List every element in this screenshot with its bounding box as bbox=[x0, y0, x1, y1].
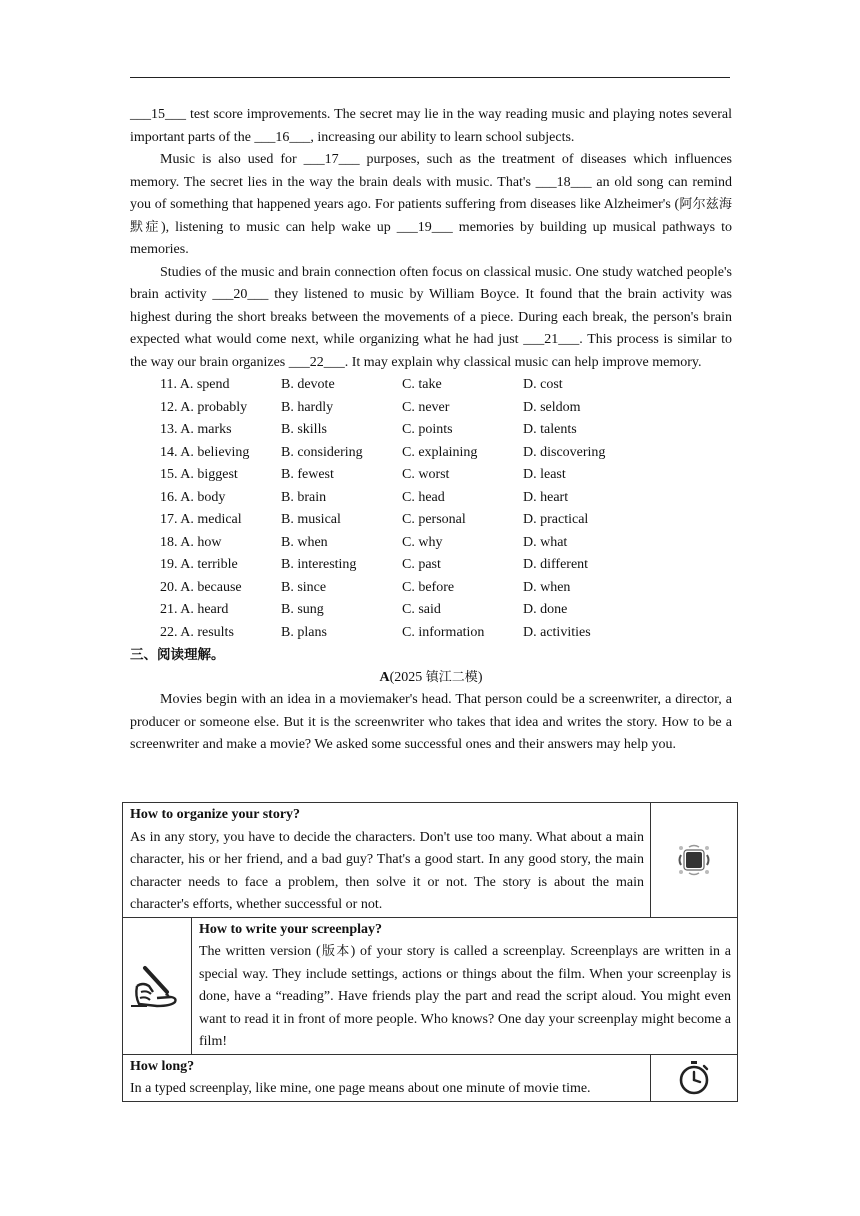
screenwriting-tips-table bbox=[122, 802, 738, 1102]
chinese-gloss: 阿尔兹海默症 bbox=[130, 197, 732, 235]
tip-heading: How long? bbox=[130, 1058, 195, 1074]
option-row: 13. A. marks B. skills C. points D. talents bbox=[160, 422, 577, 437]
film-frame-icon bbox=[651, 803, 738, 918]
tip-row-length bbox=[123, 1054, 738, 1101]
option-row: 11. A. spend B. devote C. take D. cost bbox=[160, 377, 563, 392]
paragraph-1: ___15___ test score improvements. The secret may lie in the way reading music and playing notes several important parts of the ___16___, increasing our ability to learn school subjects. bbox=[130, 107, 732, 145]
option-row: 16. A. body B. brain C. head D. heart bbox=[160, 489, 569, 505]
paragraph-3: Studies of the music and brain connection often focus on classical music. One study watched people's brain activity ___20___ they listened to music by William Boyce. It found that the brain activity was highest during the short breaks between the movements of a piece. During each break, the person's brain expected what would come next, while organizing what he had just ___21___. This process is similar to the way our brain organizes ___22___. It may explain why classical music can help improve memory. bbox=[130, 264, 732, 370]
options-list bbox=[160, 374, 732, 644]
hand-writing-icon bbox=[123, 917, 192, 1054]
page-content bbox=[130, 104, 732, 757]
tip-row-organize bbox=[123, 803, 738, 918]
option-row: 22. A. results B. plans C. information D. activities bbox=[160, 624, 591, 640]
option-row: 20. A. because B. since C. before D. when bbox=[160, 579, 571, 595]
stopwatch-icon bbox=[651, 1054, 738, 1101]
option-row: 19. A. terrible B. interesting C. past D. different bbox=[160, 557, 589, 572]
tip-heading: How to organize your story? bbox=[130, 807, 301, 822]
tip-text: As in any story, you have to decide the characters. Don't use too many. What about a main character, his or her friend, and a bad guy? That's a good start. In any good story, the main character needs to face a problem, then solve it or not. The story is about the main character's efforts, whether successful or not. bbox=[130, 829, 644, 912]
option-row: 17. A. medical B. musical C. personal D. practical bbox=[160, 512, 589, 527]
tip-text: In a typed screenplay, like mine, one page means about one minute of movie time. bbox=[130, 1081, 591, 1096]
option-row: 14. A. believing B. considering C. explaining D. discovering bbox=[160, 444, 606, 460]
section-heading: 三、阅读理解。 bbox=[130, 647, 225, 663]
passage-title: A(2025 镇江二模) bbox=[379, 669, 483, 685]
option-row: 12. A. probably B. hardly C. never D. seldom bbox=[160, 399, 581, 415]
option-row: 21. A. heard B. sung C. said D. done bbox=[160, 602, 568, 617]
option-row: 18. A. how B. when C. why D. what bbox=[160, 534, 568, 550]
option-row: 15. A. biggest B. fewest C. worst D. least bbox=[160, 467, 566, 482]
tip-heading: How to write your screenplay? bbox=[199, 921, 383, 937]
chinese-gloss: 版本 bbox=[320, 944, 351, 959]
tip-row-write bbox=[123, 917, 738, 1054]
header-rule bbox=[130, 77, 730, 78]
tip-text: The written version (版本) of your story is called a screenplay. Screenplays are written in a special way. They include settings, actions or things about the film. When your screenplay is done, have a “reading”. Have friends play the part and read the script aloud. You might even want to read it in front of more people. Who knows? One day your screenplay might become a film! bbox=[199, 944, 731, 1049]
paragraph-2: Music is also used for ___17___ purposes, such as the treatment of diseases which influences memory. The secret lies in the way the brain deals with music. That's ___18___ an old song can remind you of something that happened years ago. For patients suffering from diseases like Alzheimer's (阿尔兹海默症), listening to music can help wake up ___19___ memories by building up musical pathways to memories. bbox=[130, 152, 732, 257]
passage-intro: Movies begin with an idea in a moviemaker's head. That person could be a screenwriter, a director, a producer or someone else. But it is the screenwriter who takes that idea and writes the story. How to be a screenwriter and make a movie? We asked some successful ones and their answers may help you. bbox=[130, 692, 732, 752]
